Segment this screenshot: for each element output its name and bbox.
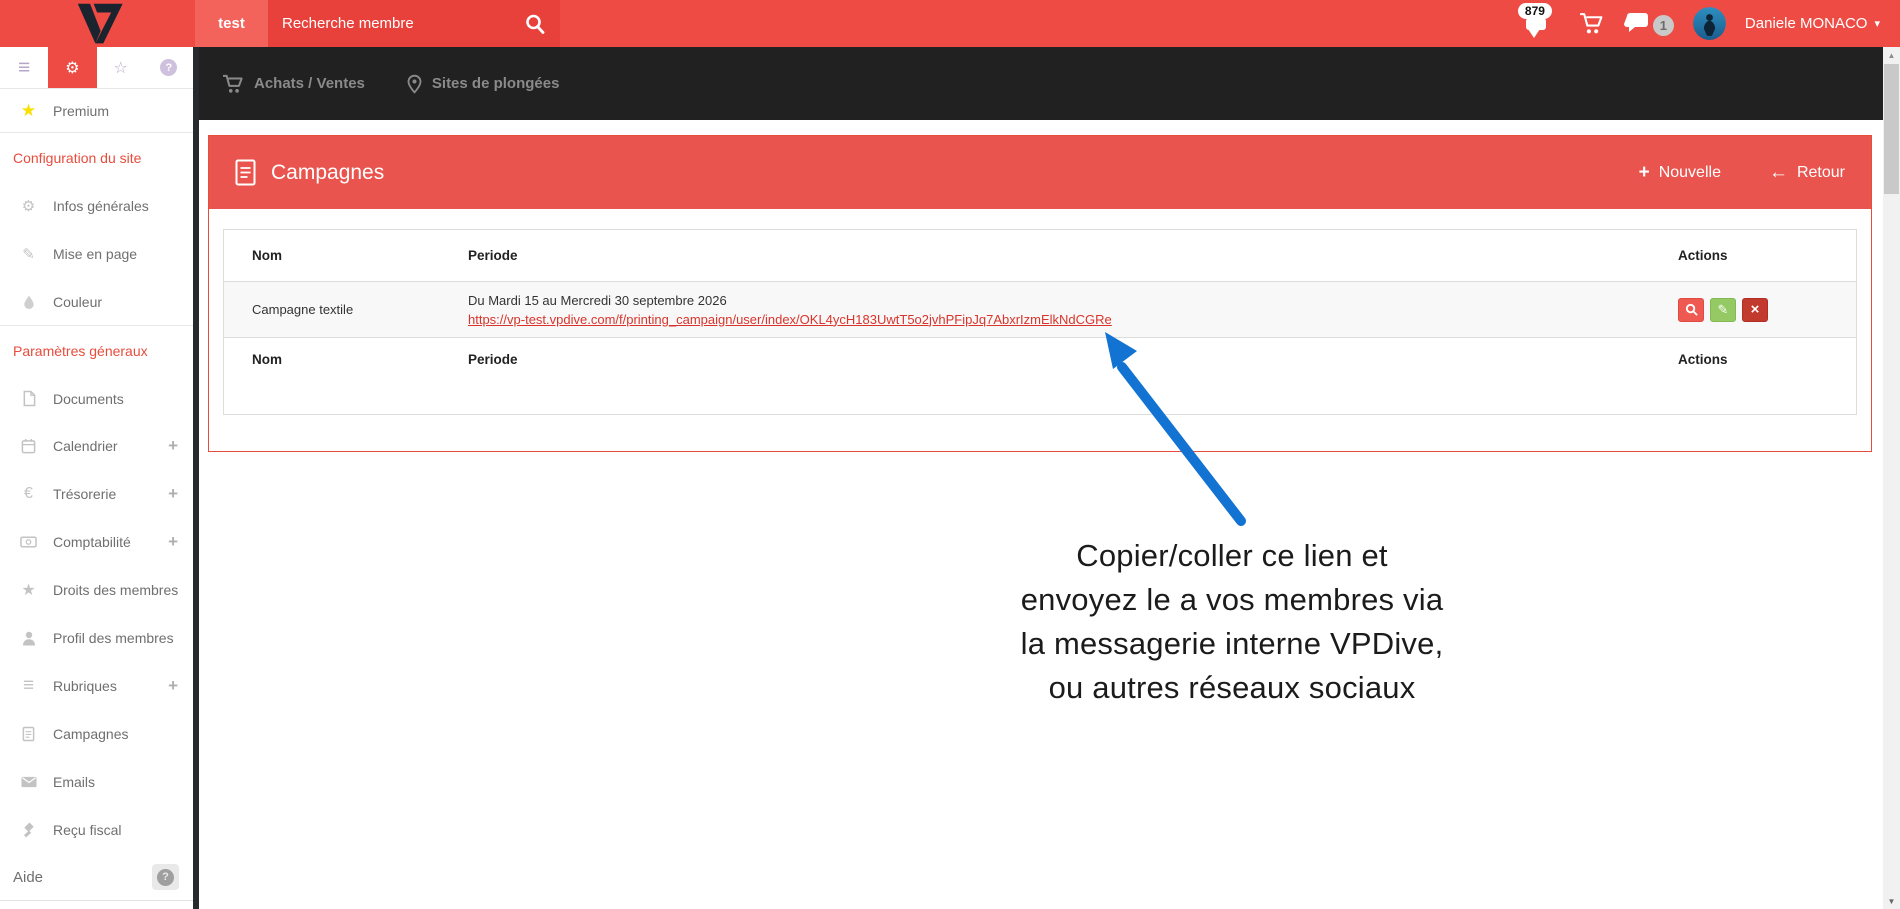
help-icon: ? bbox=[157, 869, 174, 886]
annotation-line: Copier/coller ce lien et bbox=[1076, 538, 1388, 573]
messages-button[interactable] bbox=[1623, 11, 1674, 36]
sidebar-item-label: Mise en page bbox=[53, 246, 138, 262]
tab-menu[interactable] bbox=[0, 47, 48, 88]
nav-label: Achats / Ventes bbox=[254, 75, 365, 92]
col-footer-actions: Actions bbox=[1678, 351, 1728, 367]
sidebar-item-label: Droits des membres bbox=[53, 582, 179, 598]
search-input[interactable] bbox=[282, 15, 524, 32]
nav-item-achats-ventes[interactable] bbox=[222, 74, 365, 94]
euro-icon: € bbox=[24, 485, 33, 502]
envelope-icon bbox=[19, 776, 38, 788]
sidebar-item-label: Emails bbox=[53, 774, 96, 790]
edit-button[interactable] bbox=[1710, 298, 1736, 322]
scroll-down-arrow[interactable]: ▼ bbox=[1887, 896, 1896, 906]
map-pin-icon bbox=[407, 74, 422, 94]
list-icon: ≡ bbox=[22, 675, 35, 696]
user-menu[interactable] bbox=[1745, 15, 1880, 32]
brush-icon: ✎ bbox=[22, 246, 35, 263]
star-icon: ☆ bbox=[113, 59, 128, 77]
plus-icon[interactable]: + bbox=[168, 436, 178, 455]
sidebar-item-mise-en-page[interactable] bbox=[0, 230, 193, 278]
plus-icon: + bbox=[1638, 161, 1650, 183]
sidebar-item-infos-generales[interactable] bbox=[0, 182, 193, 230]
sidebar-item-droits-des-membres[interactable] bbox=[0, 566, 193, 614]
scroll-up-arrow[interactable]: ▲ bbox=[1887, 50, 1896, 60]
vpdive-logo[interactable] bbox=[0, 0, 195, 47]
campagnes-table bbox=[223, 229, 1857, 415]
delete-button[interactable] bbox=[1742, 298, 1768, 322]
tab-help[interactable] bbox=[145, 47, 193, 88]
gear-icon: ⚙ bbox=[65, 59, 80, 77]
campaign-share-link[interactable]: https://vp-test.vpdive.com/f/printing_campaign/user/index/OKL4ycH183UwtT5o2jvhPFipJq7AbxrIzmElkNdCGRe bbox=[468, 311, 1112, 327]
chat-icon bbox=[1623, 12, 1650, 35]
secondary-nav bbox=[193, 47, 1883, 120]
pencil-icon: ✎ bbox=[1717, 301, 1729, 317]
document-icon bbox=[19, 726, 38, 742]
back-arrow-icon: ← bbox=[1768, 161, 1788, 183]
cart-icon[interactable] bbox=[1579, 12, 1604, 35]
sidebar-section-parametres: Paramètres géneraux bbox=[13, 342, 148, 359]
col-header-actions: Actions bbox=[1678, 248, 1728, 263]
sidebar-section-configuration: Configuration du site bbox=[13, 149, 142, 166]
avatar[interactable] bbox=[1693, 7, 1726, 40]
sidebar-item-campagnes[interactable] bbox=[0, 710, 193, 758]
search-icon[interactable] bbox=[524, 13, 546, 35]
sidebar-item-rubriques[interactable] bbox=[0, 662, 193, 710]
tab-settings[interactable] bbox=[48, 47, 96, 88]
cart-icon bbox=[222, 74, 244, 94]
star-icon: ★ bbox=[20, 100, 37, 120]
notifications-button[interactable] bbox=[1516, 1, 1560, 45]
vertical-scrollbar[interactable] bbox=[1883, 47, 1900, 909]
panel-header bbox=[209, 136, 1871, 209]
sidebar-item-label: Premium bbox=[53, 102, 110, 119]
document-icon bbox=[235, 159, 256, 186]
plus-icon[interactable]: + bbox=[168, 532, 178, 551]
magnifier-icon bbox=[1685, 303, 1698, 316]
nav-item-sites-de-plongees[interactable] bbox=[407, 74, 560, 94]
member-search-box bbox=[268, 0, 560, 47]
topbar-right-cluster bbox=[1516, 0, 1900, 47]
sidebar-item-documents[interactable] bbox=[0, 375, 193, 422]
panel-title bbox=[235, 159, 384, 186]
sidebar-item-label: Comptabilité bbox=[53, 534, 131, 550]
retour-button[interactable]: ← Retour bbox=[1768, 161, 1845, 183]
club-name-button[interactable]: test bbox=[195, 0, 268, 47]
row-actions bbox=[1678, 298, 1856, 322]
sidebar-item-label: Trésorerie bbox=[53, 486, 117, 502]
notifications-badge: 879 bbox=[1518, 3, 1552, 19]
user-icon bbox=[19, 631, 38, 646]
annotation-line: envoyez le a vos membres via bbox=[1020, 582, 1444, 617]
annotation-line: la messagerie interne VPDive, bbox=[1020, 626, 1444, 661]
nouvelle-button[interactable]: + Nouvelle bbox=[1638, 161, 1721, 183]
campaign-periode-text: Du Mardi 15 au Mercredi 30 septembre 2026 bbox=[468, 292, 727, 308]
sidebar-item-label: Rubriques bbox=[53, 678, 117, 694]
plus-icon[interactable]: + bbox=[168, 484, 178, 503]
sidebar-item-emails[interactable] bbox=[0, 758, 193, 806]
tab-favorites[interactable] bbox=[97, 47, 145, 88]
sidebar-item-label: Campagnes bbox=[53, 726, 129, 742]
top-header-bar bbox=[0, 0, 1900, 47]
campagnes-panel bbox=[208, 135, 1872, 452]
messages-badge: 1 bbox=[1653, 15, 1674, 36]
sidebar-item-label: Infos générales bbox=[53, 198, 149, 214]
notification-bubble-tail bbox=[1528, 29, 1540, 38]
sidebar-item-label: Couleur bbox=[53, 293, 103, 310]
gavel-icon bbox=[19, 822, 38, 838]
campaign-periode-cell bbox=[468, 293, 1678, 327]
annotation-line: ou autres réseaux sociaux bbox=[1048, 670, 1416, 705]
sidebar-item-calendrier[interactable] bbox=[0, 422, 193, 470]
sidebar-right-border bbox=[193, 47, 199, 909]
sidebar-item-label: Calendrier bbox=[53, 438, 118, 454]
hamburger-icon: ≡ bbox=[17, 55, 31, 79]
sidebar-item-label: Reçu fiscal bbox=[53, 822, 122, 838]
annotation-text bbox=[802, 534, 1662, 710]
table-header-row bbox=[224, 230, 1856, 282]
col-header-nom: Nom bbox=[252, 248, 282, 263]
sidebar-item-couleur[interactable] bbox=[0, 278, 193, 326]
sidebar bbox=[0, 47, 193, 909]
vpdive-logo-icon bbox=[71, 2, 125, 46]
sidebar-item-aide[interactable] bbox=[0, 854, 193, 901]
sidebar-item-label: Documents bbox=[53, 390, 124, 407]
scrollbar-thumb[interactable] bbox=[1884, 64, 1899, 194]
file-icon bbox=[19, 390, 38, 407]
droplet-icon bbox=[19, 294, 38, 310]
sidebar-item-tresorerie[interactable] bbox=[0, 470, 193, 518]
sidebar-item-recu-fiscal[interactable] bbox=[0, 806, 193, 854]
sidebar-item-label: Profil des membres bbox=[53, 630, 174, 646]
table-row bbox=[224, 282, 1856, 338]
gear-icon: ⚙ bbox=[21, 198, 36, 215]
help-icon: ? bbox=[160, 59, 177, 76]
chevron-down-icon: ▾ bbox=[1874, 18, 1880, 30]
panel-actions bbox=[1639, 162, 1845, 184]
user-name: Daniele MONACO bbox=[1744, 15, 1868, 32]
close-icon: × bbox=[1750, 301, 1760, 318]
panel-title-text: Campagnes bbox=[271, 160, 385, 184]
calendar-icon bbox=[19, 438, 38, 454]
campaign-name-cell: Campagne textile bbox=[252, 302, 354, 317]
sidebar-item-label: Aide bbox=[13, 868, 44, 886]
help-button[interactable] bbox=[152, 864, 179, 890]
sidebar-item-comptabilite[interactable] bbox=[0, 518, 193, 566]
col-header-periode: Periode bbox=[468, 248, 518, 263]
view-button[interactable] bbox=[1678, 298, 1704, 322]
banknote-icon bbox=[19, 536, 38, 548]
plus-icon[interactable]: + bbox=[168, 676, 178, 695]
sidebar-item-premium[interactable] bbox=[0, 89, 193, 133]
star-icon: ★ bbox=[21, 582, 36, 599]
col-footer-periode: Periode bbox=[468, 351, 518, 367]
sidebar-item-profil-des-membres[interactable] bbox=[0, 614, 193, 662]
col-footer-nom: Nom bbox=[252, 351, 282, 367]
table-footer-row bbox=[224, 338, 1856, 380]
sidebar-tabstrip bbox=[0, 47, 193, 89]
nav-label: Sites de plongées bbox=[431, 75, 560, 92]
